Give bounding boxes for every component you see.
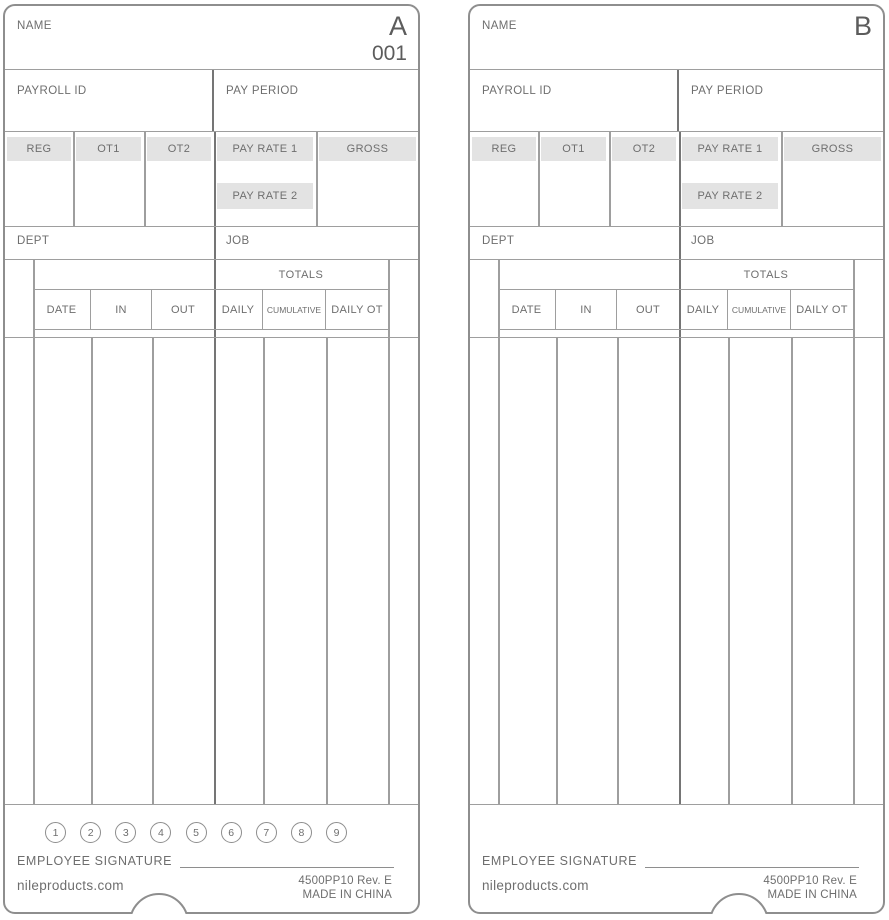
rates-section (5, 132, 418, 227)
payroll-row (5, 70, 418, 132)
grid-line (326, 338, 328, 804)
grid-line (556, 338, 558, 804)
grid-line (853, 338, 855, 804)
pay-period-label: PAY PERIOD (226, 85, 299, 97)
grid-line (388, 260, 390, 337)
ot1-header: OT1 (76, 137, 141, 161)
notch-arc (129, 893, 189, 914)
date-header: DATE (498, 290, 556, 330)
dept-label: DEPT (17, 235, 50, 247)
daily-ot-header: DAILY OT (791, 290, 853, 330)
website-text: nileproducts.com (17, 878, 124, 893)
side-letter: A (388, 11, 407, 41)
job-label: JOB (691, 235, 715, 247)
grid-line (679, 338, 681, 804)
side-letter: B (853, 11, 872, 41)
grid-line (781, 132, 783, 226)
signature-line (180, 854, 394, 868)
payroll-id-label: PAYROLL ID (482, 85, 552, 97)
ot1-header: OT1 (541, 137, 606, 161)
pay-rate-1-header: PAY RATE 1 (682, 137, 778, 161)
employee-signature-label: EMPLOYEE SIGNATURE (482, 854, 638, 868)
payroll-id-cell (470, 70, 679, 131)
name-row (470, 6, 883, 70)
part-number-text: 4500PP10 Rev. E (763, 875, 857, 887)
gross-header: GROSS (319, 137, 416, 161)
dept-job-row (470, 227, 883, 260)
ot2-header: OT2 (612, 137, 676, 161)
grid-line (538, 132, 540, 226)
grid-line (498, 338, 500, 804)
table-header-section (5, 260, 418, 338)
reg-header: REG (7, 137, 71, 161)
made-in-text: MADE IN CHINA (302, 889, 392, 901)
time-card-front (3, 4, 420, 914)
part-number-text: 4500PP10 Rev. E (298, 875, 392, 887)
punch-number: 3 (115, 822, 136, 843)
pay-period-label: PAY PERIOD (691, 85, 764, 97)
out-header: OUT (152, 290, 214, 330)
punch-number-row (45, 822, 347, 843)
grid-line (679, 227, 681, 259)
grid-line (791, 338, 793, 804)
punch-header-blank (33, 260, 214, 290)
daily-header: DAILY (214, 290, 263, 330)
time-card-back (468, 4, 885, 914)
card-corner (854, 11, 872, 41)
reg-header: REG (472, 137, 536, 161)
grid-line (73, 132, 75, 226)
cumulative-header: CUMULATIVE (728, 290, 791, 330)
totals-label: TOTALS (214, 260, 388, 290)
punch-number: 5 (186, 822, 207, 843)
payroll-id-label: PAYROLL ID (17, 85, 87, 97)
part-info (298, 874, 392, 902)
payroll-id-cell (5, 70, 214, 131)
rates-section (470, 132, 883, 227)
pay-period-cell (214, 70, 418, 131)
employee-signature-label: EMPLOYEE SIGNATURE (17, 854, 173, 868)
grid-line (853, 260, 855, 337)
punch-header-blank (498, 260, 679, 290)
punch-number: 7 (256, 822, 277, 843)
in-header: IN (556, 290, 617, 330)
grid-line (33, 338, 35, 804)
pay-period-cell (679, 70, 883, 131)
grid-line (388, 338, 390, 804)
punch-grid (470, 338, 883, 805)
dept-label: DEPT (482, 235, 515, 247)
grid-line (214, 227, 216, 259)
out-header: OUT (617, 290, 679, 330)
made-in-text: MADE IN CHINA (767, 889, 857, 901)
punch-number: 2 (80, 822, 101, 843)
website-text: nileproducts.com (482, 878, 589, 893)
table-header-section (470, 260, 883, 338)
punch-number: 4 (150, 822, 171, 843)
punch-number: 9 (326, 822, 347, 843)
card-footer (470, 805, 883, 912)
ot2-header: OT2 (147, 137, 211, 161)
grid-line (152, 338, 154, 804)
punch-number: 1 (45, 822, 66, 843)
daily-ot-header: DAILY OT (326, 290, 388, 330)
pay-rate-2-header: PAY RATE 2 (682, 183, 778, 209)
signature-line (645, 854, 859, 868)
name-row (5, 6, 418, 70)
payroll-row (470, 70, 883, 132)
notch-arc (709, 893, 769, 914)
punch-number: 6 (221, 822, 242, 843)
card-corner (372, 11, 407, 67)
punch-grid (5, 338, 418, 805)
grid-line (263, 338, 265, 804)
punch-number: 8 (291, 822, 312, 843)
signature-row (17, 854, 394, 868)
part-info (763, 874, 857, 902)
grid-line (617, 338, 619, 804)
grid-line (679, 132, 681, 226)
date-header: DATE (33, 290, 91, 330)
gross-header: GROSS (784, 137, 881, 161)
thumb-notch (707, 893, 771, 914)
card-footer (5, 805, 418, 912)
thumb-notch (127, 893, 191, 914)
dept-job-row (5, 227, 418, 260)
job-label: JOB (226, 235, 250, 247)
pay-rate-2-header: PAY RATE 2 (217, 183, 313, 209)
daily-header: DAILY (679, 290, 728, 330)
grid-line (214, 132, 216, 226)
in-header: IN (91, 290, 152, 330)
grid-line (316, 132, 318, 226)
name-label: NAME (482, 20, 517, 32)
card-number: 001 (371, 42, 407, 65)
signature-row (482, 854, 859, 868)
cumulative-header: CUMULATIVE (263, 290, 326, 330)
name-label: NAME (17, 20, 52, 32)
grid-line (609, 132, 611, 226)
totals-label: TOTALS (679, 260, 853, 290)
grid-line (214, 338, 216, 804)
grid-line (144, 132, 146, 226)
grid-line (728, 338, 730, 804)
pay-rate-1-header: PAY RATE 1 (217, 137, 313, 161)
grid-line (91, 338, 93, 804)
